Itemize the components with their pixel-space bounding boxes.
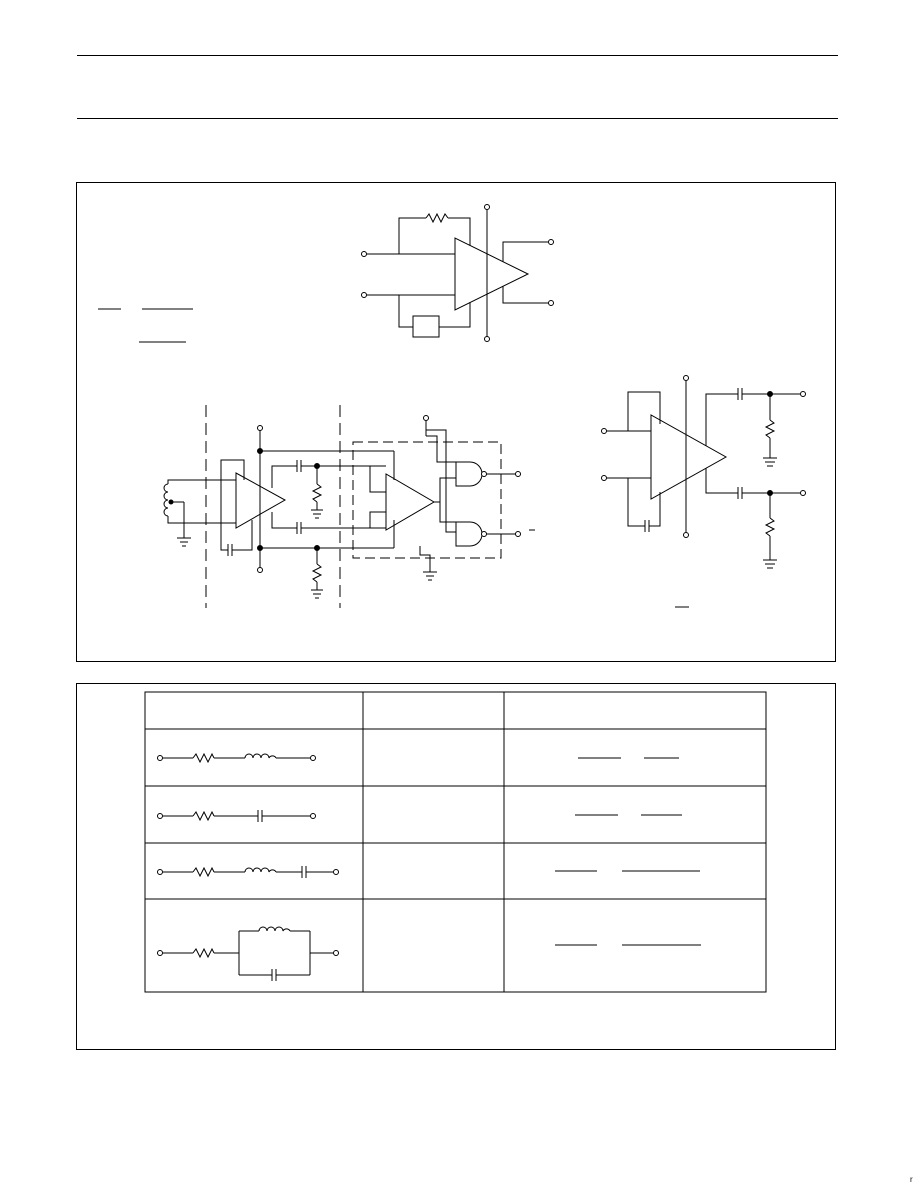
capacitor-icon xyxy=(302,866,306,878)
table-row xyxy=(158,927,702,981)
resistor-icon xyxy=(193,868,214,876)
inductor-icon xyxy=(245,754,276,758)
inductor-icon xyxy=(245,868,276,872)
table-row xyxy=(158,810,683,822)
resistor-icon xyxy=(193,812,214,820)
capacitor-icon xyxy=(258,810,262,822)
resistor-icon xyxy=(193,949,214,957)
table-row xyxy=(158,754,680,762)
corner-mark: r xyxy=(910,1175,913,1184)
resistor-icon xyxy=(193,754,214,762)
table-row xyxy=(158,866,701,878)
capacitor-icon xyxy=(272,969,276,981)
inductor-icon xyxy=(259,927,290,931)
